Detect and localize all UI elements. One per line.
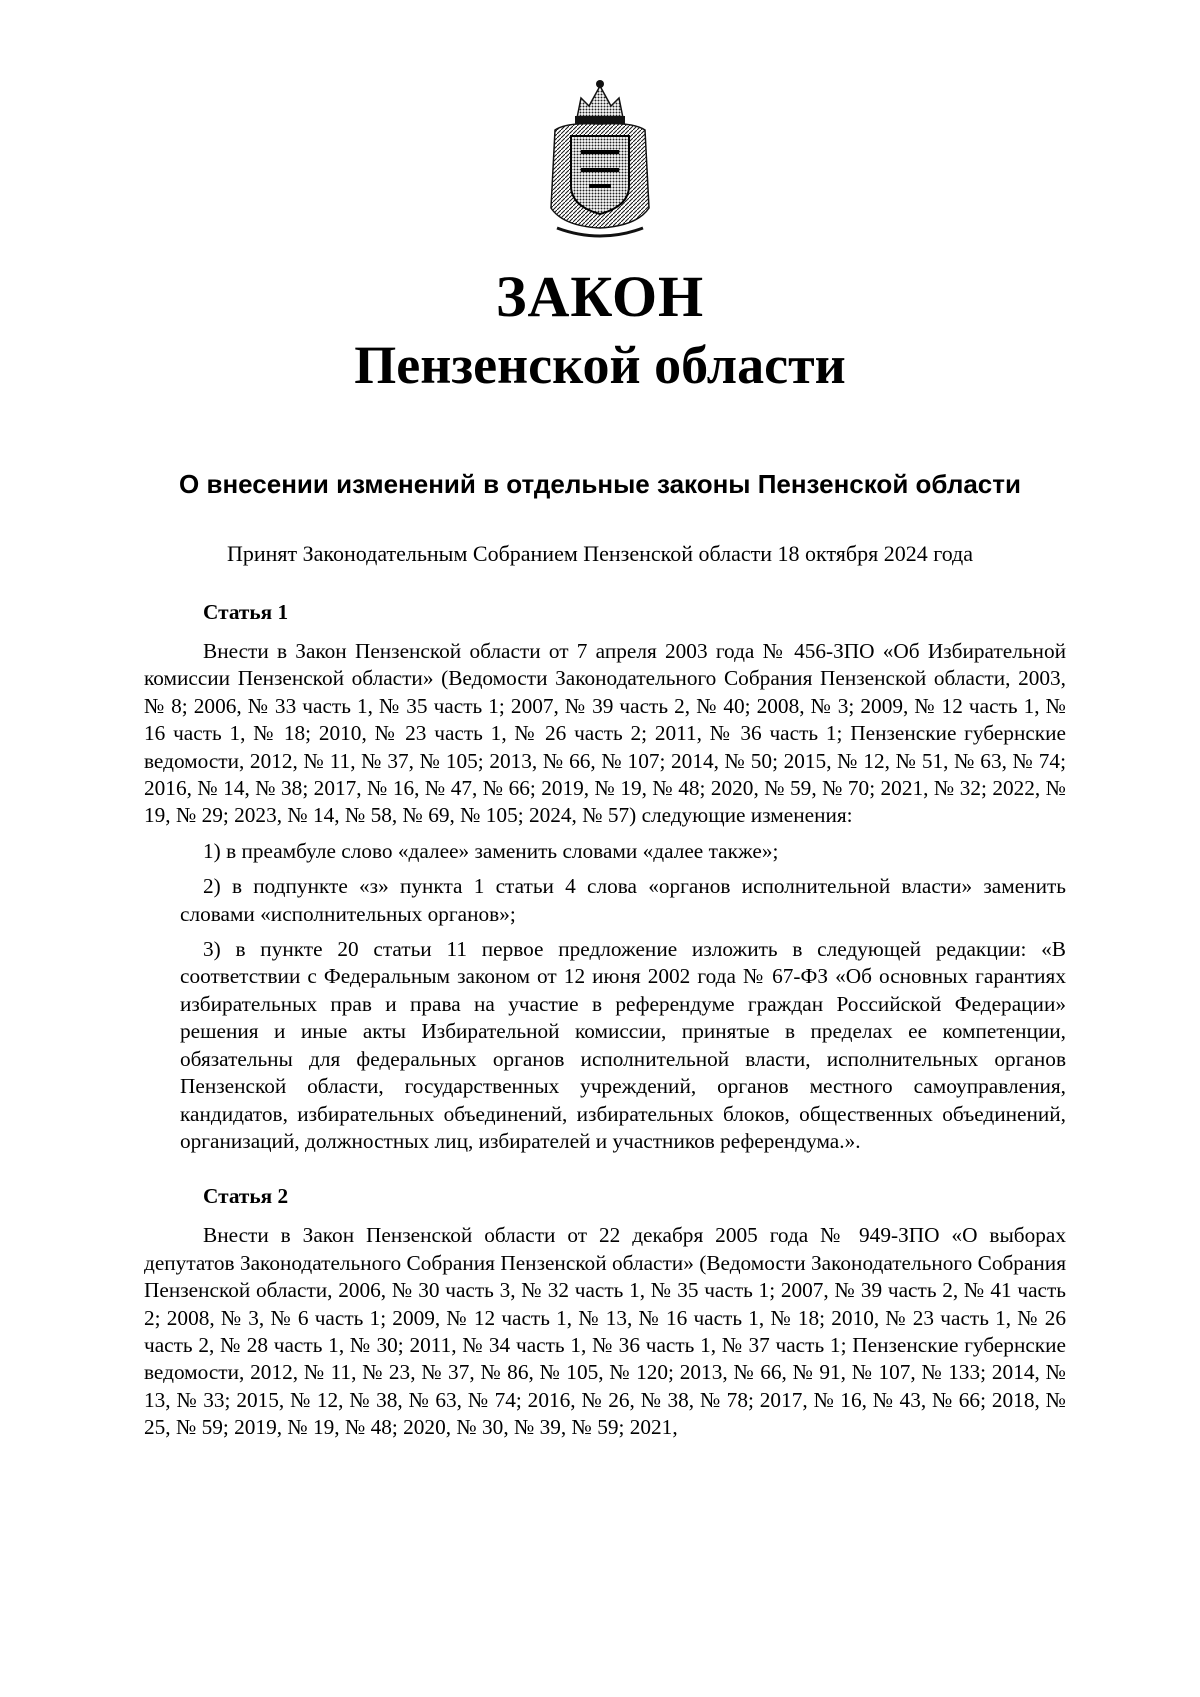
adoption-statement: Принят Законодательным Собранием Пензенской области 18 октября 2024 года (226, 541, 974, 566)
document-type-title: ЗАКОН (495, 264, 705, 329)
article-1-item-2: 2) в подпункте «з» пункта 1 статьи 4 слова «органов исполнительной власти» заменить словами «исполнительных органов»; (180, 874, 1066, 926)
region-title: Пензенской области (354, 335, 846, 395)
law-heading: О внесении изменений в отдельные законы Пензенской области (179, 469, 1021, 499)
article-1-item-1: 1) в преамбуле слово «далее» заменить словами «далее также»; (203, 838, 779, 863)
coat-of-arms-icon (537, 78, 663, 240)
article-1-item-3: 3) в пункте 20 статьи 11 первое предложение изложить в следующей редакции: «В соответствии с Федеральным законом от 12 июня 2002 года № 67-ФЗ «Об основных гарантиях избирательных прав и права на участие в референдуме граждан Российской Федерации» решения и иные акты Избирательной комиссии, принятые в пределах ее компетенции, обязательны для федеральных органов исполнительной власти, исполнительных органов Пензенской области, государственных учреждений, органов местного самоуправления, кандидатов, избирательных объединений, избирательных блоков, общественных объединений, организаций, должностных лиц, избирателей и участников референдума.». (180, 937, 1066, 1153)
law-body (144, 598, 1066, 1442)
article-1-text: Внести в Закон Пензенской области от 7 апреля 2003 года № 456-ЗПО «Об Избирательной комиссии Пензенской области» (Ведомости Законодательного Собрания Пензенской области, 2003, № 8; 2006, № 33 часть 1, № 35 часть 1; 2007, № 39 часть 2, № 40; 2008, № 3; 2009, № 12 часть 1, № 16 часть 1, № 18; 2010, № 23 часть 1, № 26 часть 2; 2011, № 36 часть 1; Пензенские губернские ведомости, 2012, № 11, № 37, № 105; 2013, № 66, № 107; 2014, № 50; 2015, № 12, № 51, № 63, № 74; 2016, № 14, № 38; 2017, № 16, № 47, № 66; 2019, № 19, № 48; 2020, № 59, № 70; 2021, № 32; 2022, № 19, № 29; 2023, № 14, № 58, № 69, № 105; 2024, № 57) следующие изменения: (144, 639, 1066, 828)
article-1-title: Статья 1 (203, 600, 289, 624)
article-2-text: Внести в Закон Пензенской области от 22 декабря 2005 года № 949-ЗПО «О выборах депутатов Законодательного Собрания Пензенской области» (Ведомости Законодательного Собрания Пензенской области, 2006, № 30 часть 3, № 32 часть 1, № 35 часть 1; 2007, № 39 часть 2, № 41 часть 2; 2008, № 3, № 6 часть 1; 2009, № 12 часть 1, № 13, № 16 часть 1, № 18; 2010, № 23 часть 1, № 26 часть 2, № 28 часть 1, № 30; 2011, № 34 часть 1, № 36 часть 1, № 37 часть 1; Пензенские губернские ведомости, 2012, № 11, № 23, № 37, № 86, № 105, № 120; 2013, № 66, № 91, № 107, № 133; 2014, № 13, № 33; 2015, № 12, № 38, № 63, № 74; 2016, № 26, № 38, № 78; 2017, № 16, № 43, № 66; 2018, № 25, № 59; 2019, № 19, № 48; 2020, № 30, № 39, № 59; 2021, (144, 1223, 1066, 1440)
article-2-title: Статья 2 (203, 1184, 289, 1209)
